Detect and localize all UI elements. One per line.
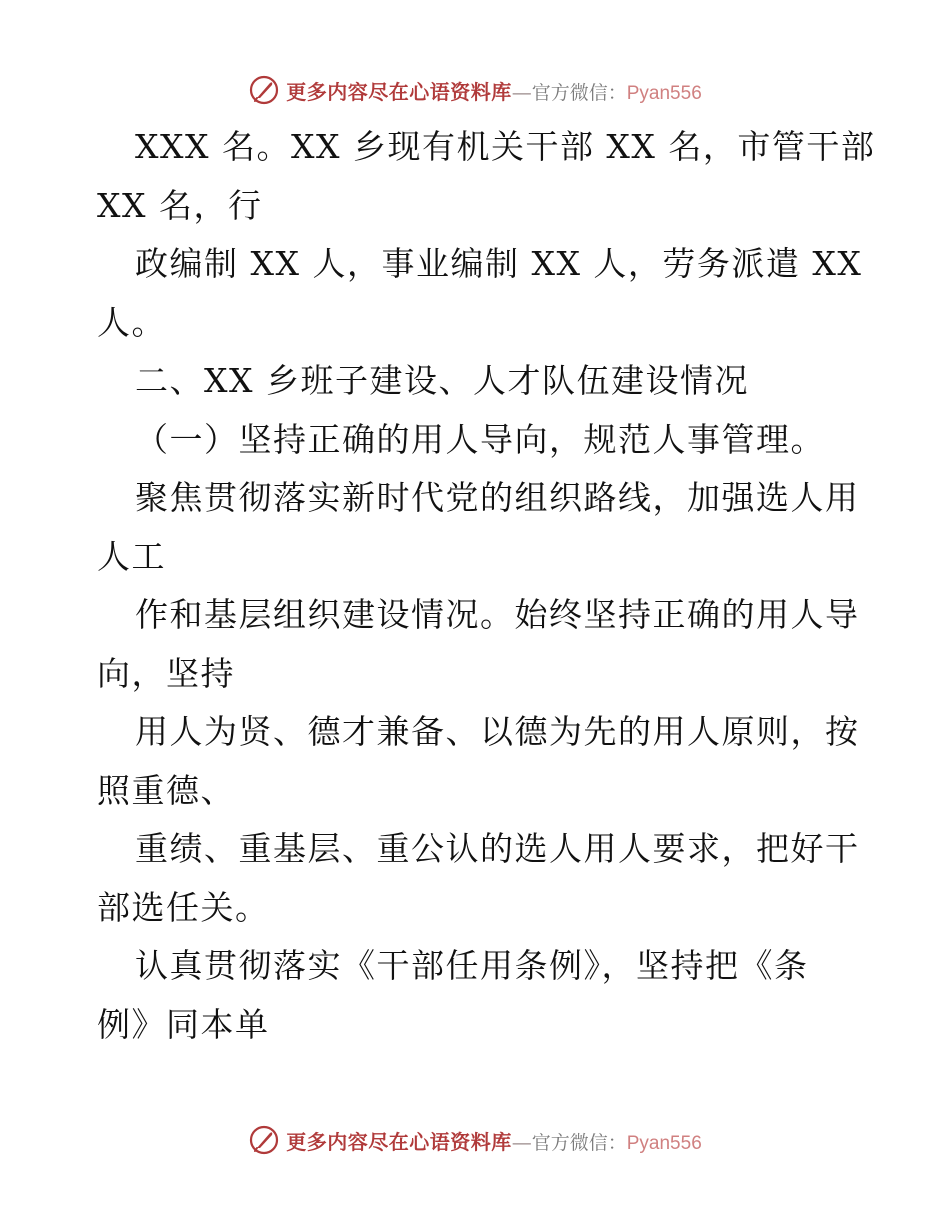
- text-line: 认真贯彻落实《干部任用条例》，坚持把《条: [135, 946, 809, 985]
- quill-pen-logo-icon: [248, 1124, 280, 1156]
- header-separator: —: [511, 79, 532, 104]
- text-line: 向，坚持: [97, 653, 235, 693]
- footer-wechat-label: 官方微信：: [531, 1131, 627, 1154]
- text-line: 用人为贤、德才兼备、以德为先的用人原则，按: [135, 712, 860, 751]
- footer-slogan: 更多内容尽在心语资料库: [286, 1129, 512, 1154]
- text-line: 人工: [97, 536, 166, 576]
- text-line: 部选任关。: [97, 887, 270, 927]
- header-text: [286, 76, 702, 105]
- header-wechat-id: Pyan556: [626, 82, 702, 104]
- header-banner: [0, 70, 950, 110]
- text-line: 政编制 XX 人，事业编制 XX 人，劳务派遣 XX: [135, 244, 863, 283]
- text-line: 聚焦贯彻落实新时代党的组织路线，加强选人用: [135, 478, 860, 517]
- subsection-heading: （一）坚持正确的用人导向，规范人事管理。: [135, 419, 825, 459]
- text-line: XXX 名。XX 乡现有机关干部 XX 名，市管干部: [135, 127, 876, 166]
- footer-text: [286, 1126, 702, 1155]
- text-line: 人。: [97, 302, 166, 342]
- text-line: 例》同本单: [97, 1004, 270, 1044]
- header-wechat-label: 官方微信：: [531, 81, 627, 104]
- quill-pen-logo-icon: [248, 74, 280, 106]
- footer-wechat-id: Pyan556: [626, 1132, 702, 1154]
- document-body: [97, 118, 876, 1054]
- section-heading: 二、XX 乡班子建设、人才队伍建设情况: [135, 361, 749, 400]
- text-line: 作和基层组织建设情况。始终坚持正确的用人导: [135, 595, 860, 634]
- footer-separator: —: [511, 1129, 532, 1154]
- footer-banner: [0, 1120, 950, 1160]
- text-line: 照重德、: [97, 770, 235, 810]
- text-line: 重绩、重基层、重公认的选人用人要求，把好干: [135, 829, 860, 868]
- header-slogan: 更多内容尽在心语资料库: [286, 79, 512, 104]
- text-line: XX 名，行: [97, 185, 263, 225]
